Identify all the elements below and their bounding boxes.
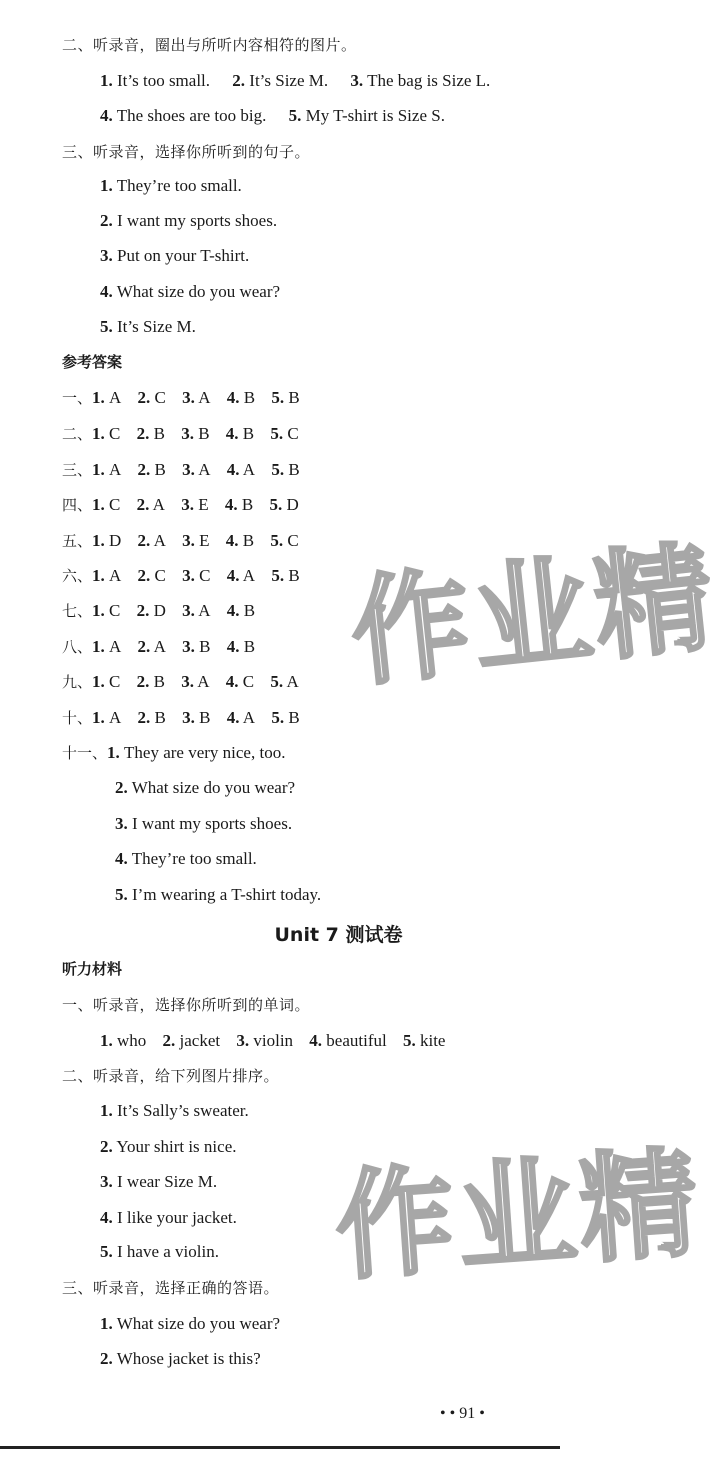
section-3-item-1 [100,175,242,197]
watermark: 作业精 [344,527,724,703]
listening-material-heading: 听力材料 [62,960,123,978]
answer-number: 4. [225,672,239,691]
item-number: 1. [100,71,113,90]
answer-number: 4. [226,637,240,656]
item-text: Put on your T-shirt. [117,246,250,265]
unit7-section-2-item-1 [100,1100,249,1122]
answer-value: A [242,566,256,585]
answer-prefix: 八、 [62,638,93,656]
item-number: 2. [115,778,128,797]
answer-number: 4. [225,531,239,550]
answer-value: A [242,708,256,727]
answer-value: A [198,388,211,407]
answer-value: C [109,672,121,691]
answer-value: D [109,531,122,550]
unit7-section-3-item-2 [100,1348,261,1370]
item-number: 2. [100,211,113,230]
answer-number: 2. [137,531,151,550]
answer-number: 2. [137,388,151,407]
item-text: It’s Sally’s sweater. [117,1101,249,1120]
answer-value: C [154,566,166,585]
answer-row-2 [62,423,299,445]
item-text: What size do you wear? [131,778,296,797]
answer-prefix: 六、 [62,567,93,585]
item-number: 4. [309,1031,323,1050]
answer-value: B [153,672,165,691]
item-text: The bag is Size L. [367,71,491,90]
item-text: I have a violin. [117,1242,219,1261]
answer-value: A [197,672,210,691]
item-text: who [117,1031,147,1050]
item-text: What size do you wear? [116,1314,281,1333]
answer-value: D [286,495,299,514]
answer-11-item-3 [115,813,292,835]
item-number: 3. [115,814,128,833]
unit-title: Unit 7 测试卷 [274,924,403,946]
answer-prefix: 九、 [62,673,93,691]
answer-11-item-1 [62,742,285,764]
item-number: 5. [115,885,128,904]
page-number: • • 91 • [440,1405,485,1422]
item-text: My T-shirt is Size S. [305,106,445,125]
item-number: 2. [100,1137,113,1156]
section-3-heading: 三、听录音，选择你所听到的句子。 [62,143,311,161]
item-number: 3. [100,1172,113,1191]
answer-number: 2. [136,495,150,514]
answer-row-3 [62,459,300,481]
answer-number: 3. [182,601,195,620]
answer-value: A [109,388,122,407]
item-number: 4. [100,282,113,301]
answer-number: 2. [137,708,151,727]
answer-number: 5. [270,531,284,550]
item-number: 2. [162,1031,176,1050]
answer-value: A [198,460,211,479]
item-number: 1. [107,743,120,762]
answer-number: 3. [182,637,195,656]
answer-value: B [288,708,300,727]
item-number: 2. [100,1349,113,1368]
answer-row-4 [62,494,299,516]
answer-value: B [243,601,256,620]
answer-number: 5. [271,460,285,479]
section-2-heading: 二、听录音，圈出与所听内容相符的图片。 [62,36,357,54]
answer-number: 4. [226,601,240,620]
answer-value: B [199,708,211,727]
answer-value: A [153,637,166,656]
answer-number: 5. [271,566,285,585]
answer-value: B [288,388,300,407]
answer-prefix: 五、 [62,532,93,550]
item-number: 1. [100,1031,113,1050]
item-text: I want my sports shoes. [132,814,293,833]
item-text: It’s Size M. [117,317,196,336]
answer-value: B [241,495,254,514]
answer-row-8 [62,636,255,658]
answer-value: C [242,672,255,691]
section-3-item-3 [100,245,249,267]
answer-value: B [199,637,211,656]
answer-value: B [153,424,165,443]
answer-value: B [243,637,256,656]
answer-number: 4. [225,424,239,443]
answer-value: C [287,531,299,550]
item-text: kite [419,1031,446,1050]
item-text: I want my sports shoes. [117,211,278,230]
answer-number: 4. [226,388,240,407]
answer-number: 3. [181,672,194,691]
answer-number: 1. [92,601,105,620]
section-3-item-4 [100,281,280,303]
item-text: It’s too small. [117,71,211,90]
item-number: 4. [100,1208,113,1227]
answer-value: E [199,531,210,550]
answer-number: 2. [137,637,151,656]
item-text: beautiful [326,1031,387,1050]
answer-number: 2. [136,601,150,620]
answer-number: 3. [182,531,195,550]
answer-value: B [288,566,300,585]
unit7-section-2-item-2 [100,1136,237,1158]
item-number: 3. [350,71,364,90]
unit7-section-2-item-3 [100,1171,217,1193]
answer-value: B [288,460,300,479]
item-text: I’m wearing a T-shirt today. [132,885,322,904]
answer-value: A [198,601,211,620]
answer-number: 5. [271,388,285,407]
answer-value: C [154,388,166,407]
item-number: 2. [232,71,246,90]
answer-number: 1. [92,388,105,407]
answer-value: B [242,531,255,550]
answer-number: 5. [270,672,284,691]
unit7-section-3-heading: 三、听录音，选择正确的答语。 [62,1279,280,1297]
answer-number: 1. [92,531,105,550]
answer-number: 3. [182,388,195,407]
item-text: They’re too small. [116,176,242,195]
answer-value: A [242,460,256,479]
answer-number: 3. [181,424,194,443]
item-text: jacket [179,1031,221,1050]
unit7-section-2-item-4 [100,1207,237,1229]
answer-prefix: 七、 [62,602,93,620]
answer-number: 2. [136,672,150,691]
item-number: 1. [100,1101,113,1120]
answer-number: 1. [92,566,105,585]
item-text: What size do you wear? [116,282,281,301]
item-text: I wear Size M. [117,1172,218,1191]
answer-11-item-4 [115,848,257,870]
answer-value: D [153,601,166,620]
answer-prefix: 四、 [62,496,93,514]
answers-heading: 参考答案 [62,353,123,371]
answer-value: C [199,566,211,585]
answer-number: 3. [181,495,194,514]
item-number: 1. [100,1314,113,1333]
answer-value: B [198,424,210,443]
bottom-rule [0,1446,560,1449]
answer-number: 1. [92,637,105,656]
item-text: They are very nice, too. [124,743,286,762]
answer-number: 1. [92,495,105,514]
answer-number: 1. [92,460,105,479]
item-number: 3. [100,246,113,265]
answer-prefix: 三、 [62,461,93,479]
answer-number: 3. [182,708,195,727]
answer-number: 3. [182,566,195,585]
answer-value: C [109,424,121,443]
answer-number: 2. [137,566,151,585]
answer-value: A [286,672,299,691]
answer-row-10 [62,707,300,729]
answer-11-item-2 [115,777,295,799]
unit7-section-1-heading: 一、听录音，选择你所听到的单词。 [62,996,311,1014]
section-3-item-2 [100,210,277,232]
answer-number: 4. [226,566,240,585]
item-number: 5. [402,1031,416,1050]
item-text: It’s Size M. [249,71,329,90]
item-text: Whose jacket is this? [116,1349,261,1368]
unit7-section-2-item-5 [100,1241,219,1263]
answer-value: C [109,495,121,514]
answer-value: B [154,708,166,727]
answer-number: 5. [269,495,283,514]
answer-value: A [153,531,166,550]
item-number: 3. [236,1031,250,1050]
answer-value: E [198,495,209,514]
answer-number: 4. [224,495,238,514]
answer-value: A [109,637,122,656]
answer-prefix: 一、 [62,389,93,407]
answer-row-1 [62,387,300,409]
section-2-row-1 [100,70,490,92]
answer-number: 5. [270,424,284,443]
answer-number: 1. [92,672,105,691]
item-text: The shoes are too big. [116,106,267,125]
answer-number: 1. [92,424,105,443]
watermark: 作业精 [331,1133,707,1297]
section-2-row-2 [100,105,445,127]
answer-value: B [243,388,256,407]
answer-row-9 [62,671,299,693]
item-number: 5. [100,1242,113,1261]
answer-value: A [152,495,165,514]
answer-11-item-5 [115,884,321,906]
answer-prefix: 十、 [62,709,93,727]
answer-number: 2. [137,460,151,479]
item-text: They’re too small. [131,849,257,868]
item-text: violin [253,1031,294,1050]
item-number: 4. [100,106,113,125]
answer-number: 2. [136,424,150,443]
answer-row-6 [62,565,300,587]
answer-row-7 [62,600,255,622]
item-number: 5. [288,106,302,125]
answer-number: 5. [271,708,285,727]
answer-value: C [109,601,121,620]
item-number: 1. [100,176,113,195]
answer-value: A [109,460,122,479]
answer-prefix: 二、 [62,425,93,443]
item-text: Your shirt is nice. [116,1137,237,1156]
unit7-section-3-item-1 [100,1313,280,1335]
answer-value: B [242,424,255,443]
answer-value: C [287,424,299,443]
answer-prefix: 十一、 [62,744,108,762]
unit7-section-2-heading: 二、听录音，给下列图片排序。 [62,1067,280,1085]
answer-number: 4. [226,460,240,479]
item-number: 4. [115,849,128,868]
item-text: I like your jacket. [117,1208,237,1227]
item-number: 5. [100,317,113,336]
unit7-section-1-items [100,1030,445,1052]
answer-value: B [154,460,166,479]
section-3-item-5 [100,316,196,338]
answer-number: 3. [182,460,195,479]
answer-number: 4. [226,708,240,727]
answer-value: A [109,708,122,727]
answer-number: 1. [92,708,105,727]
answer-value: A [109,566,122,585]
answer-row-5 [62,530,299,552]
